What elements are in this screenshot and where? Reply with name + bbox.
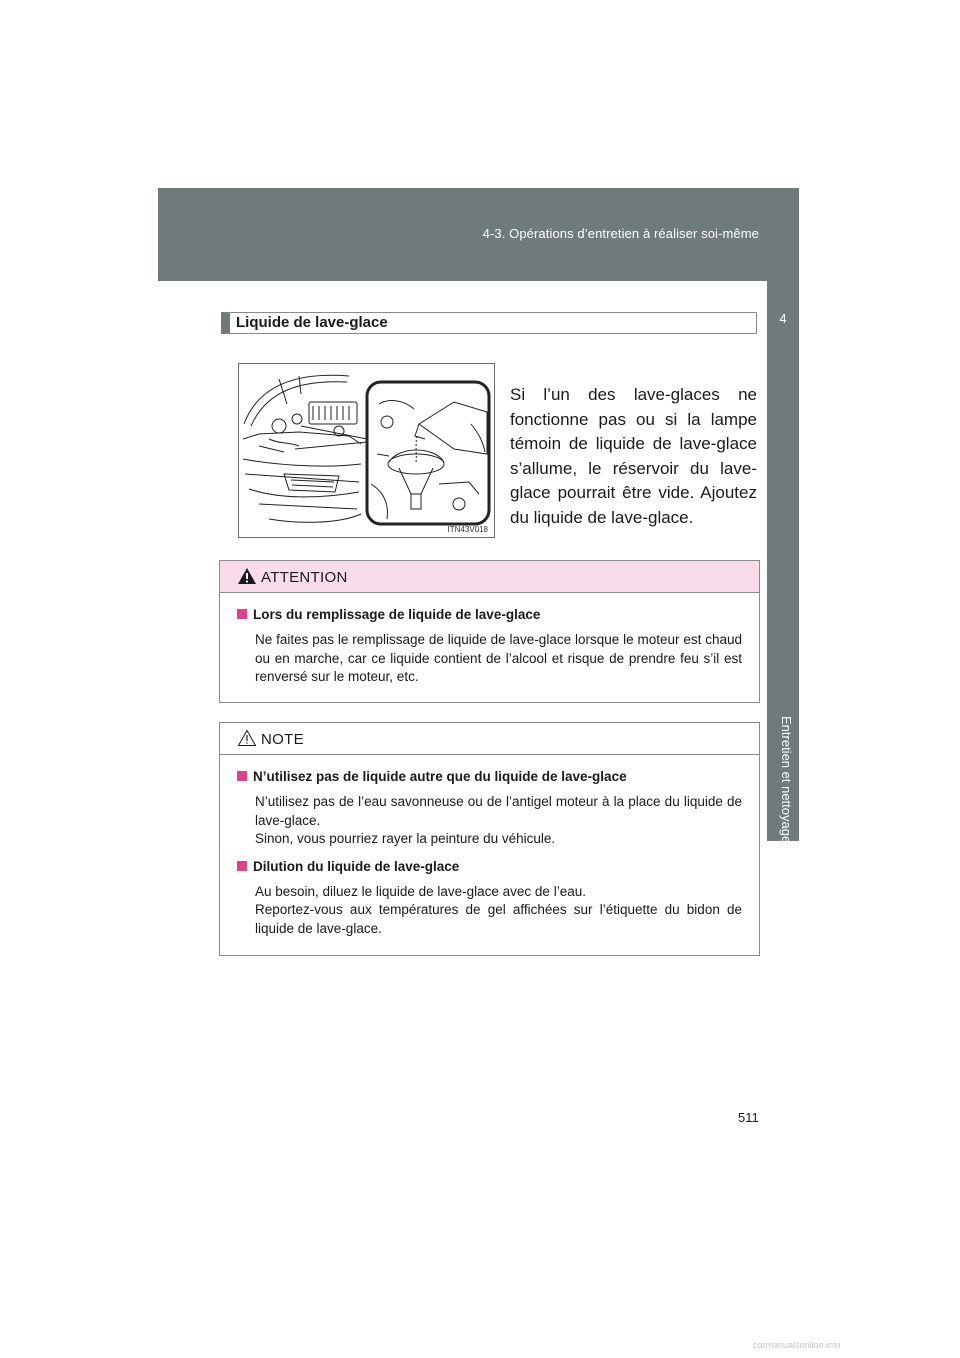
- attention-label: ATTENTION: [261, 569, 348, 586]
- warning-triangle-icon: [237, 567, 257, 585]
- note-item-text: [237, 883, 742, 939]
- figure-code: ITN43V018: [447, 525, 488, 534]
- note-body: [220, 755, 759, 938]
- attention-body: [220, 593, 759, 687]
- note-item-line: N’utilisez pas de l’eau savonneuse ou de l’antigel moteur à la place du liquide de lave-glace.: [255, 794, 742, 828]
- note-item-line: Reportez-vous aux températures de gel affichées sur l’étiquette du bidon de liquide de lave-glace.: [255, 902, 742, 936]
- watermark: carmanualsonline.info: [753, 1340, 841, 1350]
- note-header: [220, 723, 759, 755]
- side-chapter-tab: [767, 281, 799, 844]
- section-title: Liquide de lave-glace: [221, 312, 757, 334]
- page-number: 511: [738, 1110, 759, 1125]
- engine-illustration: [238, 363, 495, 538]
- note-label: NOTE: [261, 731, 304, 748]
- caution-triangle-outline-icon: [237, 729, 257, 747]
- square-bullet-icon: [237, 771, 247, 781]
- attention-header: [220, 561, 759, 593]
- header-band: [158, 188, 799, 281]
- square-bullet-icon: [237, 861, 247, 871]
- note-box: [219, 722, 760, 956]
- chapter-label: Entretien et nettoyage: [779, 716, 794, 844]
- intro-paragraph: Si l’un des lave-glaces ne fonctionne pas ou si la lampe témoin de liquide de lave-glace s’allume, le réservoir du lave-glace pourrait être vide. Ajoutez du liquide de lave-glace.: [510, 385, 757, 527]
- attention-box: [219, 560, 760, 703]
- attention-item-title-text: Lors du remplissage de liquide de lave-glace: [253, 607, 541, 622]
- note-item-title: [237, 767, 742, 786]
- square-bullet-icon: [237, 609, 247, 619]
- note-item-title: [237, 857, 742, 876]
- washer-fluid-fill-illustration: [239, 364, 494, 537]
- note-item-text: [237, 793, 742, 849]
- note-item-line: Au besoin, diluez le liquide de lave-glace avec de l’eau.: [255, 883, 586, 899]
- note-item-title-text: Dilution du liquide de lave-glace: [253, 858, 460, 874]
- note-item-title-text: N’utilisez pas de liquide autre que du liquide de lave-glace: [253, 769, 627, 784]
- attention-item-text: Ne faites pas le remplissage de liquide de lave-glace lorsque le moteur est chaud ou en marche, car ce liquide contient de l’alcool et risque de prendre feu s’il est renversé sur le moteur, etc.: [255, 632, 742, 684]
- attention-item-title: [237, 605, 742, 624]
- note-item-line: Sinon, vous pourriez rayer la peinture du véhicule.: [255, 831, 556, 846]
- header-section-title: 4-3. Opérations d’entretien à réaliser soi-même: [482, 226, 759, 241]
- chapter-number: 4: [779, 311, 787, 326]
